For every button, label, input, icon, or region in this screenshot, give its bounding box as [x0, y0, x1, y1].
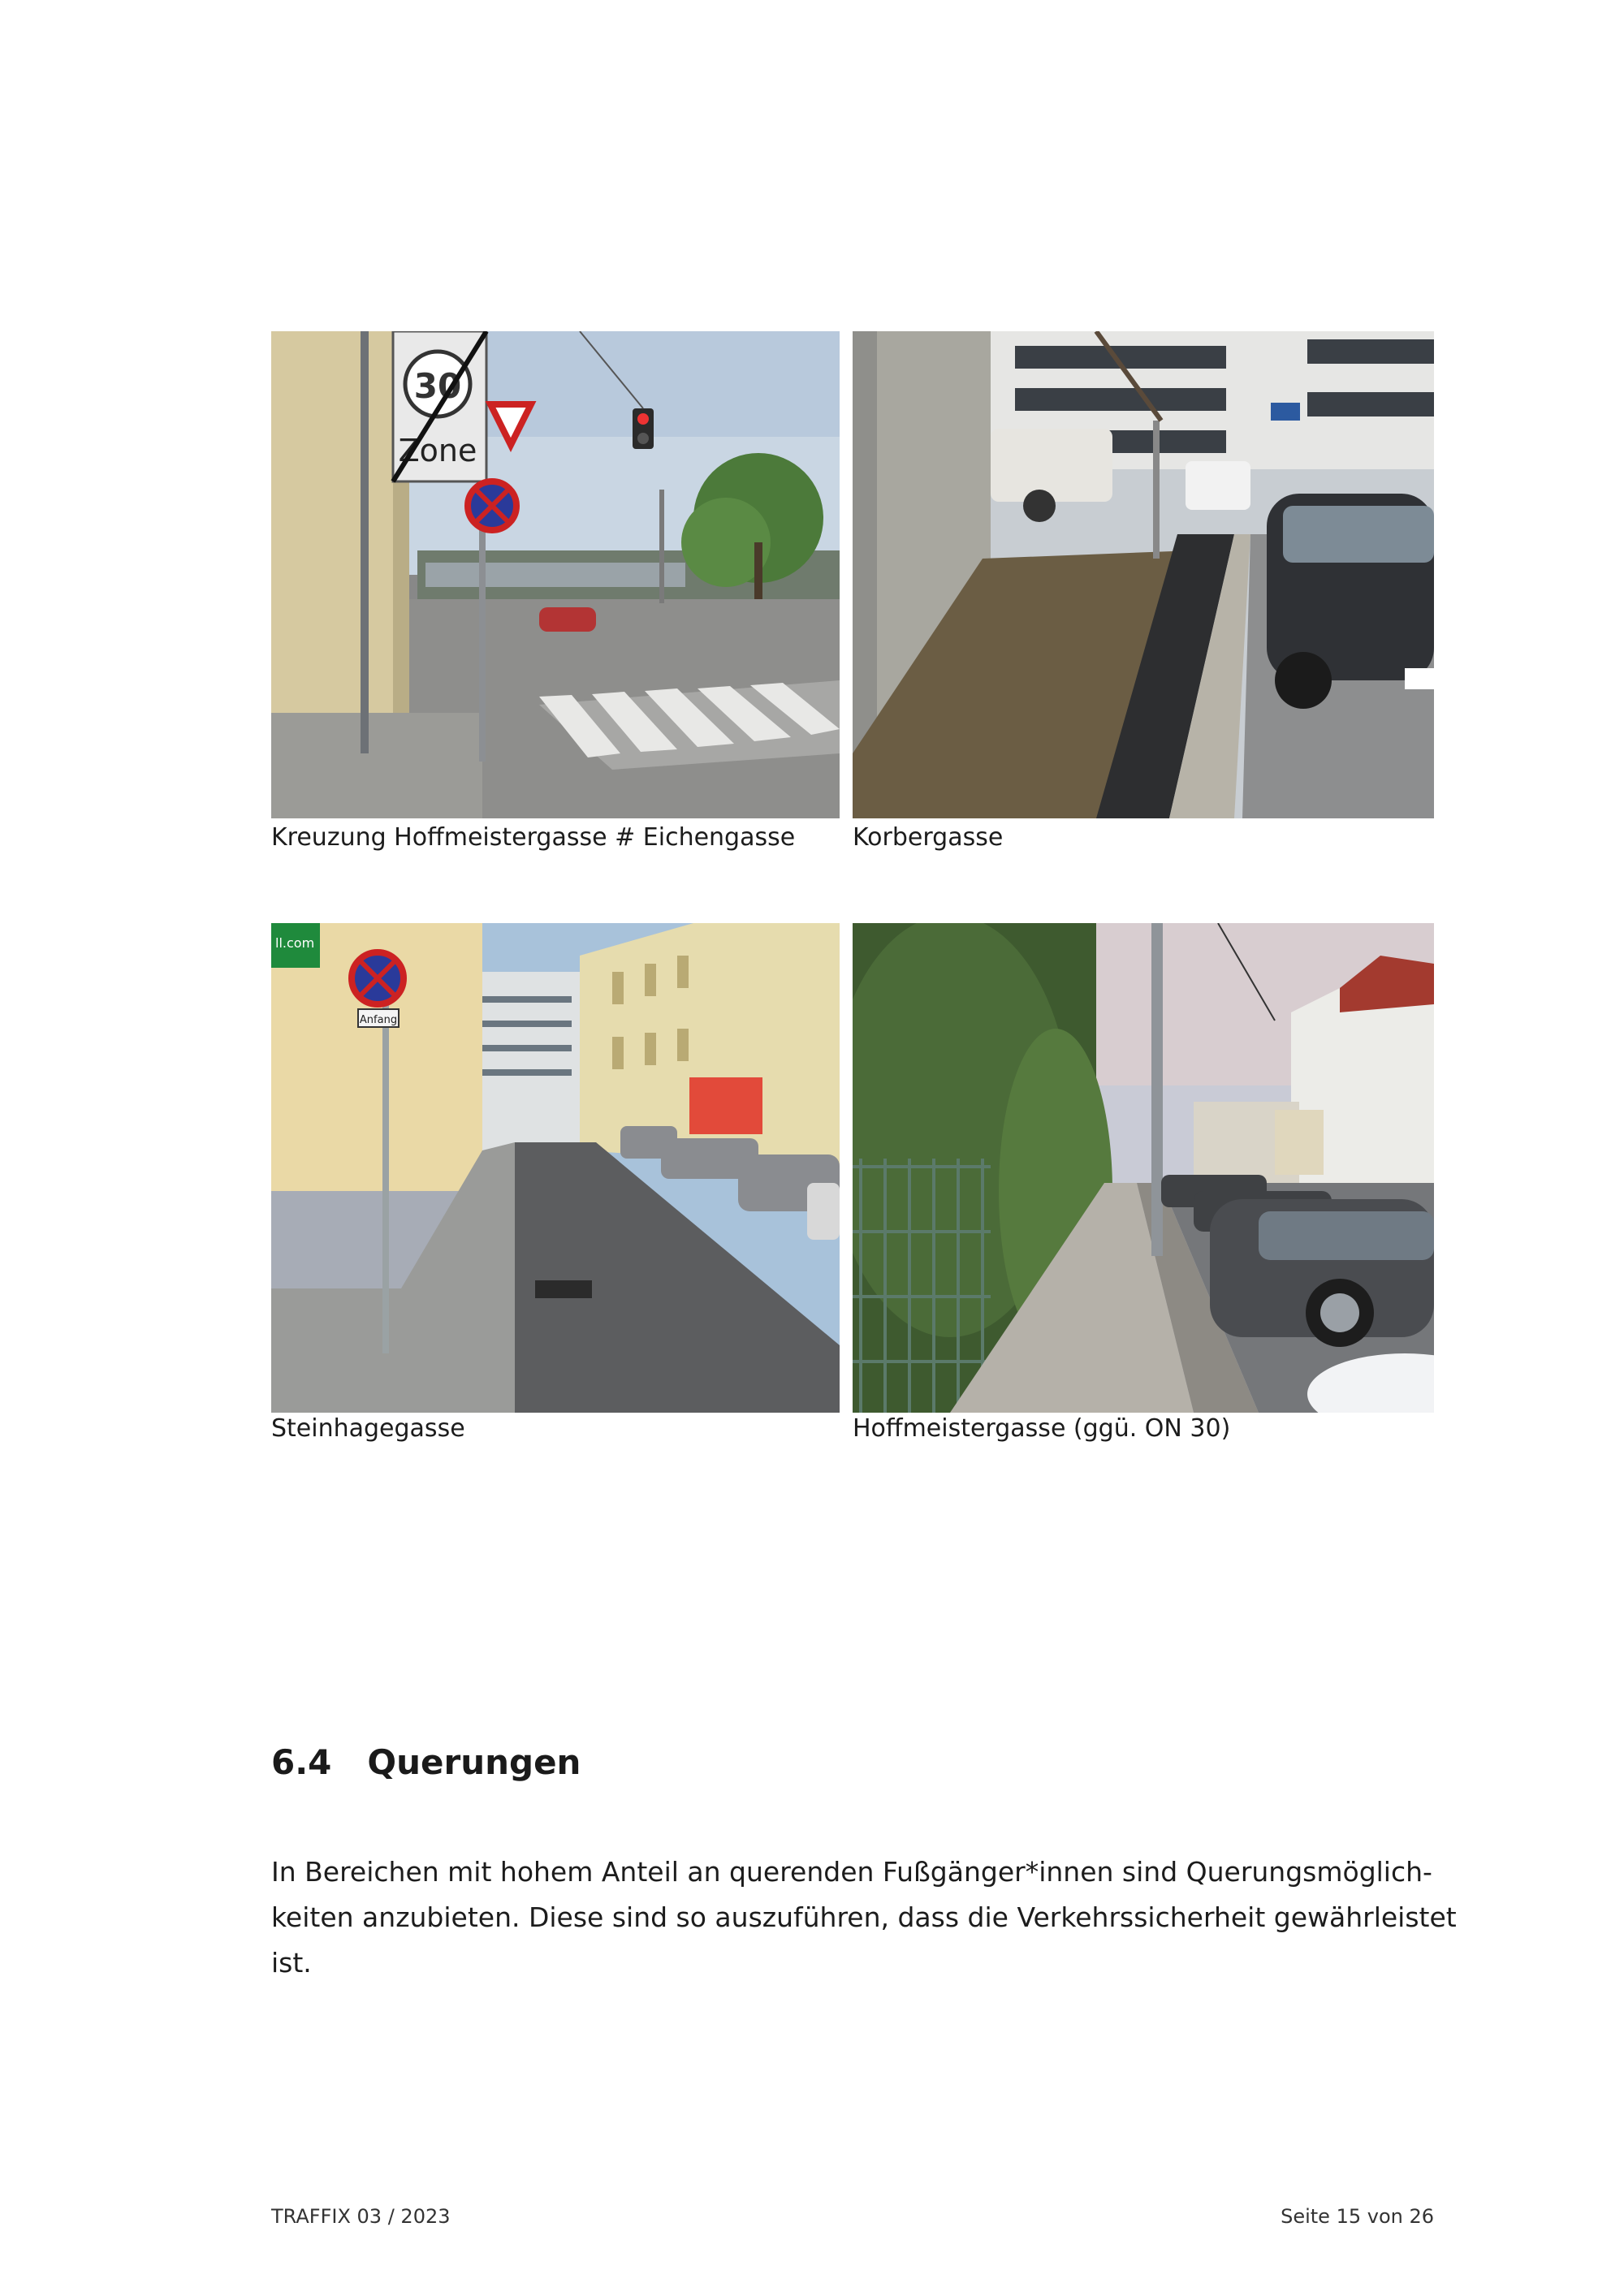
photo-korbergasse	[853, 331, 1434, 818]
photo-korbergasse-image	[853, 331, 1434, 818]
photo-kreuzung-image	[271, 331, 840, 818]
footer-page-number: Seite 15 von 26	[1281, 2205, 1434, 2228]
section-heading	[271, 1742, 581, 1782]
photo-hoffmeistergasse-on30	[853, 923, 1434, 1413]
section-title: Querungen	[367, 1742, 581, 1782]
footer-document-id: TRAFFIX 03 / 2023	[271, 2205, 451, 2228]
paragraph-line: keiten anzubieten. Diese sind so auszuführen, dass die Verkehrssicherheit gewährleistet	[271, 1901, 1457, 1933]
photo-caption: Steinhagegasse	[271, 1414, 465, 1443]
section-number: 6.4	[271, 1742, 332, 1782]
photo-steinhagegasse-image	[271, 923, 840, 1413]
building-sign-text: ll.com	[275, 935, 315, 951]
photo-caption: Kreuzung Hoffmeistergasse # Eichengasse	[271, 823, 796, 852]
zone-sign-word: Zone	[398, 433, 477, 468]
photo-hoffmeistergasse-image	[853, 923, 1434, 1413]
sign-tab-text: Anfang	[359, 1014, 398, 1026]
paragraph-line: ist.	[271, 1947, 312, 1979]
zone-sign-number: 30	[413, 366, 462, 406]
photo-caption: Hoffmeistergasse (ggü. ON 30)	[853, 1414, 1231, 1443]
photo-kreuzung-hoffmeistergasse	[271, 331, 840, 818]
paragraph-line: In Bereichen mit hohem Anteil an querenden Fußgänger*innen sind Querungsmöglich-	[271, 1856, 1432, 1888]
section-paragraph	[271, 1849, 1457, 1986]
photo-steinhagegasse	[271, 923, 840, 1413]
photo-caption: Korbergasse	[853, 823, 1004, 852]
